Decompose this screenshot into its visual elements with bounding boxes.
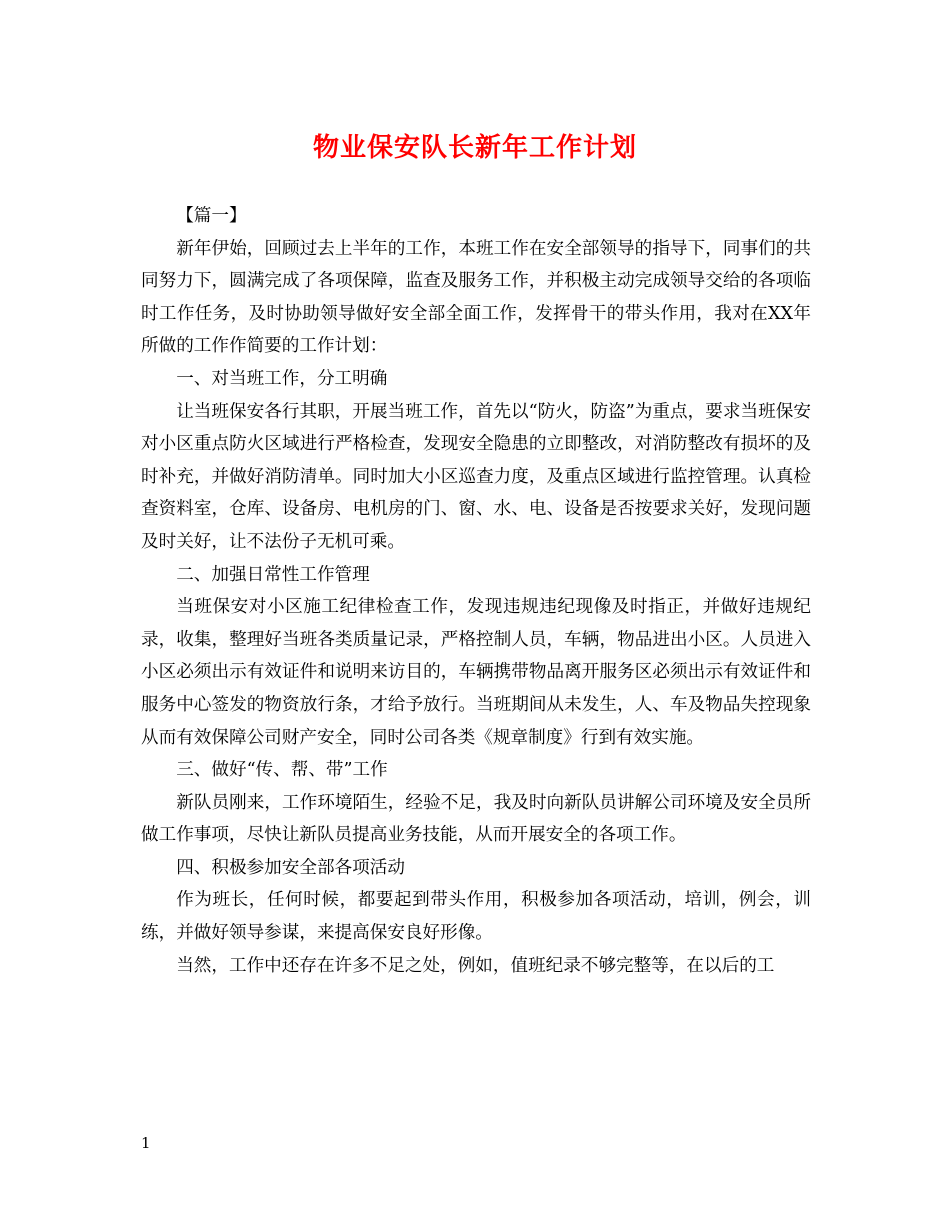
section-heading-4: 四、积极参加安全部各项活动 — [176, 857, 405, 878]
section-heading-3: 三、做好“传、帮、带”工作 — [176, 760, 388, 781]
body-paragraph: 新队员刚来，工作环境陌生，经验不足，我及时向新队员讲解公司环境及安全员所做工作事项，尽快让新队员提高业务技能，从而开展安全的各项工作。 — [141, 792, 811, 846]
section-heading-1: 一、对当班工作，分工明确 — [176, 368, 388, 389]
document-title: 物业保安队长新年工作计划 — [312, 133, 637, 163]
intro-paragraph: 新年伊始，回顾过去上半年的工作，本班工作在安全部领导的指导下，同事们的共同努力下，圆满完成了各项保障，监查及服务工作，并积极主动完成领导交给的各项临时工作任务，及时协助领导做好安全部全面工作，发挥骨干的带头作用，我对在XX年所做的工作作简要的工作计划： — [141, 238, 811, 357]
body-paragraph: 当班保安对小区施工纪律检查工作，发现违规违纪现像及时指正，并做好违规纪录，收集，整理好当班各类质量记录，严格控制人员，车辆，物品进出小区。人员进入小区必须出示有效证件和说明来访目的，车辆携带物品离开服务区必须出示有效证件和服务中心签发的物资放行条，才给予放行。当班期间从未发生，人、车及物品失控现象从而有效保障公司财产安全，同时公司各类《规章制度》行到有效实施。 — [141, 597, 811, 748]
page-number: 1 — [141, 1134, 151, 1152]
section-label: 【篇一】 — [176, 206, 247, 226]
section-heading-2: 二、加强日常性工作管理 — [176, 564, 370, 585]
body-paragraph: 作为班长，任何时候，都要起到带头作用，积极参加各项活动，培训，例会，训练，并做好领导参谋，来提高保安良好形像。 — [141, 890, 811, 944]
body-paragraph: 当然，工作中还存在许多不足之处，例如，值班纪录不够完整等，在以后的工 — [176, 955, 775, 976]
body-paragraph: 让当班保安各行其职，开展当班工作，首先以“防火，防盗”为重点，要求当班保安对小区重点防火区域进行严格检查，发现安全隐患的立即整改，对消防整改有损坏的及时补充，并做好消防清单。同时加大小区巡查力度，及重点区域进行监控管理。认真检查资料室，仓库、设备房、电机房的门、窗、水、电、设备是否按要求关好，发现问题及时关好，让不法份子无机可乘。 — [141, 401, 811, 552]
document-body — [141, 200, 811, 982]
